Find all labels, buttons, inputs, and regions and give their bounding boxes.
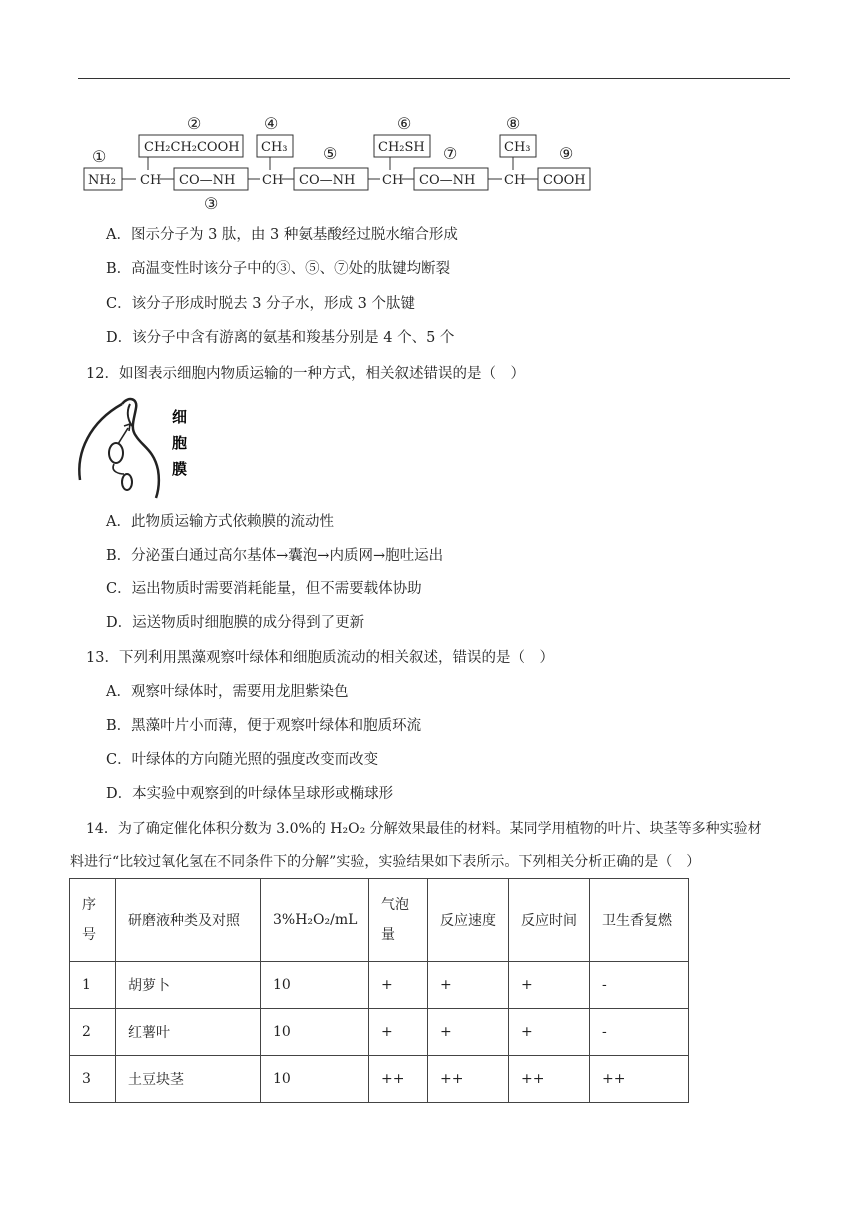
- group-ch-1: CH: [140, 173, 162, 188]
- q14-stem-line2: 料进行“比较过氧化氢在不同条件下的分解”实验，实验结果如下表所示。下列相关分析正确的是（ ）: [70, 854, 701, 870]
- q14-stem-line1: 14．为了确定催化体积分数为 3.0%的 H₂O₂ 分解效果最佳的材料。某同学用植物的叶片、块茎等多种实验材: [86, 821, 762, 837]
- cell: +: [369, 1009, 428, 1056]
- table-header-row: [70, 879, 689, 962]
- cell: 10: [261, 962, 369, 1009]
- q12-stem: 12．如图表示细胞内物质运输的一种方式，相关叙述错误的是（ ）: [86, 366, 525, 382]
- group-peptide-bond-2: CO—NH: [299, 173, 356, 188]
- q12-option-c: C．运出物质时需要消耗能量，但不需要载体协助: [106, 581, 422, 597]
- marker-7: ⑦: [443, 144, 458, 163]
- q11-option-b: B．高温变性时该分子中的③、⑤、⑦处的肽键均断裂: [106, 261, 451, 277]
- cell: +: [509, 962, 590, 1009]
- marker-9: ⑨: [559, 144, 574, 163]
- diagram-label-2: 胞: [172, 434, 188, 452]
- header-bubbles: 气泡 量: [369, 879, 428, 962]
- q11-option-a: A．图示分子为 3 肽，由 3 种氨基酸经过脱水缩合形成: [106, 227, 458, 243]
- table-row: [70, 962, 689, 1009]
- cell: -: [590, 1009, 689, 1056]
- q12-option-d: D．运送物质时细胞膜的成分得到了更新: [106, 615, 365, 631]
- group-ch-2: CH: [262, 173, 284, 188]
- cell: 2: [70, 1009, 116, 1056]
- header-h2o2: 3%H₂O₂/mL: [261, 879, 369, 962]
- diagram-label-3: 膜: [172, 460, 188, 478]
- cell: 1: [70, 962, 116, 1009]
- side-chain-2: CH₃: [261, 140, 288, 155]
- marker-4: ④: [264, 114, 279, 133]
- side-chain-1: CH₂CH₂COOH: [144, 140, 240, 155]
- marker-3: ③: [204, 194, 219, 213]
- q11-option-c: C．该分子形成时脱去 3 分子水，形成 3 个肽键: [106, 296, 415, 312]
- cell: 10: [261, 1009, 369, 1056]
- q13-option-b: B．黑藻叶片小而薄，便于观察叶绿体和胞质环流: [106, 718, 422, 734]
- cell: -: [590, 962, 689, 1009]
- cell: 10: [261, 1056, 369, 1103]
- q12-option-b: B．分泌蛋白通过高尔基体→囊泡→内质网→胞吐运出: [106, 548, 444, 564]
- group-peptide-bond-1: CO—NH: [179, 173, 236, 188]
- header-time: 反应时间: [509, 879, 590, 962]
- group-nh2: NH₂: [88, 173, 116, 188]
- cell: +: [369, 962, 428, 1009]
- cell: ++: [369, 1056, 428, 1103]
- header-reignite: 卫生香复燃: [590, 879, 689, 962]
- table-row: [70, 1009, 689, 1056]
- cell: 胡萝卜: [116, 962, 261, 1009]
- header-material: 研磨液种类及对照: [116, 879, 261, 962]
- header-rule: [78, 78, 790, 79]
- header-index: 序 号: [70, 879, 116, 962]
- marker-1: ①: [92, 147, 107, 166]
- exocytosis-diagram: [70, 392, 200, 500]
- cell: ++: [590, 1056, 689, 1103]
- cell: 3: [70, 1056, 116, 1103]
- q13-stem: 13．下列利用黑藻观察叶绿体和细胞质流动的相关叙述，错误的是（ ）: [86, 650, 554, 666]
- results-table: [69, 878, 689, 1103]
- q12-option-a: A．此物质运输方式依赖膜的流动性: [106, 514, 334, 530]
- header-rate: 反应速度: [428, 879, 509, 962]
- cell: 土豆块茎: [116, 1056, 261, 1103]
- group-ch-3: CH: [382, 173, 404, 188]
- group-peptide-bond-3: CO—NH: [419, 173, 476, 188]
- cell: +: [428, 1009, 509, 1056]
- side-chain-3: CH₂SH: [378, 140, 425, 155]
- group-cooh: COOH: [543, 173, 586, 188]
- cell: 红薯叶: [116, 1009, 261, 1056]
- cell: +: [509, 1009, 590, 1056]
- marker-2: ②: [187, 114, 202, 133]
- cell: +: [428, 962, 509, 1009]
- diagram-label-1: 细: [172, 408, 188, 426]
- q13-option-c: C．叶绿体的方向随光照的强度改变而改变: [106, 752, 379, 768]
- cell: ++: [428, 1056, 509, 1103]
- marker-6: ⑥: [397, 114, 412, 133]
- side-chain-4: CH₃: [504, 140, 531, 155]
- marker-8: ⑧: [506, 114, 521, 133]
- q13-option-a: A．观察叶绿体时，需要用龙胆紫染色: [106, 684, 349, 700]
- marker-5: ⑤: [323, 144, 338, 163]
- table-row: [70, 1056, 689, 1103]
- group-ch-4: CH: [504, 173, 526, 188]
- cell: ++: [509, 1056, 590, 1103]
- peptide-structure-diagram: [80, 108, 620, 218]
- q11-option-d: D．该分子中含有游离的氨基和羧基分别是 4 个、5 个: [106, 330, 455, 346]
- q13-option-d: D．本实验中观察到的叶绿体呈球形或椭球形: [106, 786, 394, 802]
